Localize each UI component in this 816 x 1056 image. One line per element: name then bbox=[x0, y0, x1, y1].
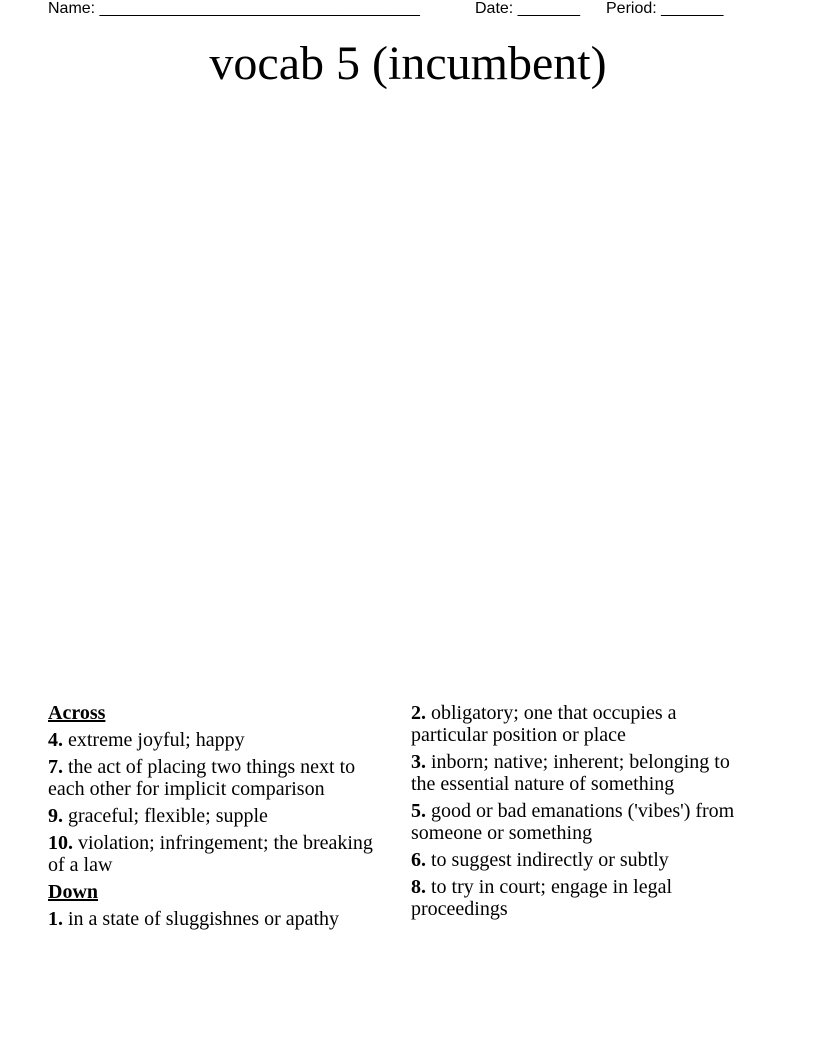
clue-number: 5. bbox=[411, 800, 426, 822]
across-clue-4 bbox=[48, 729, 393, 751]
clue-text: violation; infringement; the breaking of a law bbox=[48, 832, 373, 876]
clue-number: 9. bbox=[48, 805, 63, 827]
clue-text: the act of placing two things next to each other for implicit comparison bbox=[48, 756, 356, 800]
down-heading: Down bbox=[48, 881, 99, 903]
clue-number: 10. bbox=[48, 832, 73, 854]
clue-number: 8. bbox=[411, 876, 426, 898]
clue-text: in a state of sluggishnes or apathy bbox=[68, 908, 340, 930]
clue-text: to try in court; engage in legal proceedings bbox=[411, 876, 673, 920]
down-clue-6 bbox=[411, 849, 756, 871]
name-field-label: Name: ____________________________________ bbox=[48, 0, 420, 17]
across-clue-9 bbox=[48, 805, 393, 827]
period-field-label: Period: _______ bbox=[606, 0, 724, 17]
worksheet-header bbox=[48, 0, 748, 20]
clues-column-right bbox=[411, 702, 756, 925]
clue-text: inborn; native; inherent; belonging to the essential nature of something bbox=[411, 751, 730, 795]
clue-text: to suggest indirectly or subtly bbox=[431, 849, 669, 871]
down-clue-8 bbox=[411, 876, 756, 920]
across-clue-7 bbox=[48, 756, 393, 800]
down-clue-5 bbox=[411, 800, 756, 844]
across-clue-10 bbox=[48, 832, 393, 876]
clue-text: obligatory; one that occupies a particular position or place bbox=[411, 702, 677, 746]
clue-text: good or bad emanations ('vibes') from someone or something bbox=[411, 800, 735, 844]
clue-number: 4. bbox=[48, 729, 63, 751]
clue-text: extreme joyful; happy bbox=[68, 729, 245, 751]
down-clue-1 bbox=[48, 908, 393, 930]
clue-number: 7. bbox=[48, 756, 63, 778]
date-field-label: Date: _______ bbox=[475, 0, 580, 17]
clues-column-left bbox=[48, 702, 393, 935]
down-clue-2 bbox=[411, 702, 756, 746]
clue-number: 2. bbox=[411, 702, 426, 724]
crossword-grid-area bbox=[48, 110, 768, 695]
clue-number: 1. bbox=[48, 908, 63, 930]
page-title: vocab 5 (incumbent) bbox=[209, 37, 607, 90]
clue-text: graceful; flexible; supple bbox=[68, 805, 268, 827]
down-clue-3 bbox=[411, 751, 756, 795]
clue-number: 6. bbox=[411, 849, 426, 871]
clue-number: 3. bbox=[411, 751, 426, 773]
across-heading: Across bbox=[48, 702, 106, 724]
